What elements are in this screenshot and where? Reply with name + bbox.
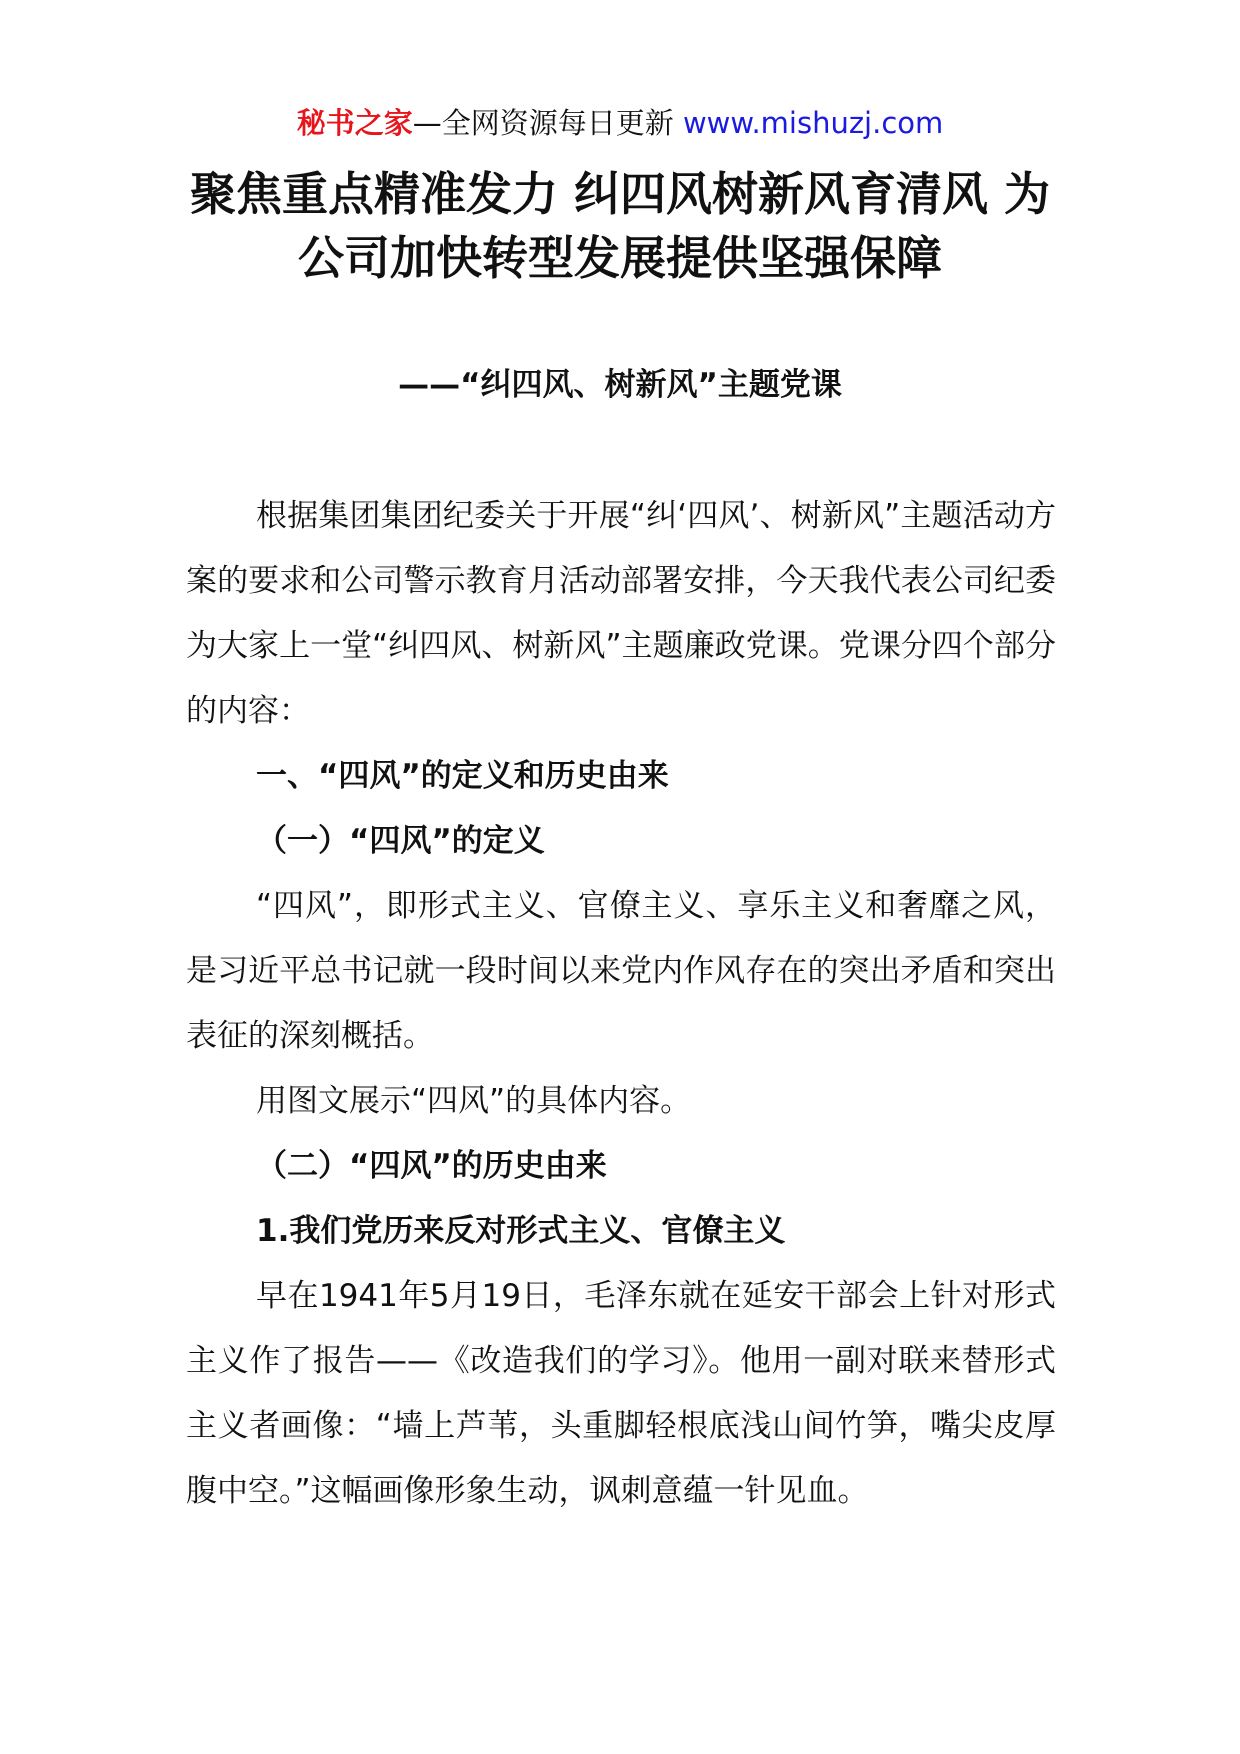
definition-paragraph: “四风”，即形式主义、官僚主义、享乐主义和奢靡之风，是习近平总书记就一段时间以来党内作风存在的突出矛盾和突出表征的深刻概括。	[186, 888, 1056, 1054]
section-heading-1: 一、“四风”的定义和历史由来	[256, 758, 669, 794]
title-line-1: 聚焦重点精准发力 纠四风树新风育清风 为	[189, 167, 1051, 221]
header-tagline: —全网资源每日更新	[412, 106, 674, 140]
subsection-heading-1-2: （二）“四风”的历史由来	[256, 1148, 607, 1184]
site-header	[0, 103, 1240, 143]
point-heading-1: 1.我们党历来反对形式主义、官僚主义	[256, 1213, 786, 1249]
subsection-heading-1-1: （一）“四风”的定义	[256, 823, 545, 859]
document-body	[186, 484, 1056, 1524]
brand-name: 秘书之家	[296, 106, 413, 140]
history-paragraph: 早在1941年5月19日，毛泽东就在延安干部会上针对形式主义作了报告——《改造我们的学习》。他用一副对联来替形式主义者画像：“墙上芦苇，头重脚轻根底浅山间竹笋，嘴尖皮厚腹中空。”这幅画像形象生动，讽刺意蕴一针见血。	[186, 1278, 1056, 1509]
intro-paragraph: 根据集团集团纪委关于开展“纠‘四风’、树新风”主题活动方案的要求和公司警示教育月活动部署安排，今天我代表公司纪委为大家上一堂“纠四风、树新风”主题廉政党课。党课分四个部分的内容：	[186, 498, 1056, 729]
site-url-link[interactable]: www.mishuzj.com	[682, 106, 944, 140]
document-title	[150, 162, 1090, 290]
display-note-paragraph: 用图文展示“四风”的具体内容。	[256, 1083, 692, 1119]
document-subtitle: ——“纠四风、树新风”主题党课	[398, 367, 842, 403]
title-line-2: 公司加快转型发展提供坚强保障	[298, 231, 942, 285]
